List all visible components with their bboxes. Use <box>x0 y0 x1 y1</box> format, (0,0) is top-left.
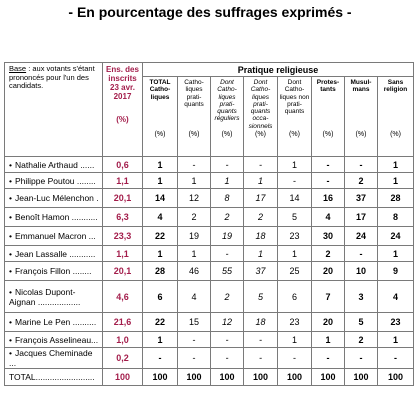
value-cell: 4 <box>378 281 414 313</box>
value-cell: 100 <box>143 369 178 386</box>
total-value: 21,6 <box>103 313 143 332</box>
value-cell: 19 <box>211 227 244 246</box>
page-title: - En pourcentage des suffrages exprimés - <box>68 4 352 20</box>
value-cell: 22 <box>143 313 178 332</box>
table-row <box>5 157 414 173</box>
results-table <box>4 62 414 386</box>
value-cell: - <box>244 157 278 173</box>
table-row <box>5 189 414 208</box>
table-row <box>5 332 414 348</box>
bullet-icon: • <box>9 231 12 241</box>
religion-column-unit: (%) <box>154 131 166 138</box>
value-cell: 18 <box>244 313 278 332</box>
total-value: 20,1 <box>103 189 143 208</box>
total-column-label: Ens. des inscrits 23 avr. 2017 <box>106 65 139 101</box>
value-cell: 1 <box>378 332 414 348</box>
value-cell: 1 <box>211 173 244 189</box>
religion-column-unit: (%) <box>355 131 367 138</box>
value-cell: 100 <box>211 369 244 386</box>
candidate-name <box>5 189 103 208</box>
base-text: : aux votants s'étant prononcés pour l'un des candidats. <box>9 64 95 90</box>
religion-column-unit: (%) <box>390 131 401 138</box>
value-cell: 23 <box>278 227 312 246</box>
table-row <box>5 227 414 246</box>
value-cell: 20 <box>312 262 345 281</box>
total-value: 1,1 <box>103 173 143 189</box>
bullet-icon: • <box>9 159 12 170</box>
table-row <box>5 262 414 281</box>
candidate-name-text: François Fillon ........ <box>14 266 92 276</box>
value-cell: 12 <box>178 189 211 208</box>
religion-column-header <box>143 77 178 157</box>
religion-column-label: Musul-mans <box>350 79 372 94</box>
religion-column-unit: (%) <box>322 131 334 138</box>
total-value: 1,1 <box>103 246 143 262</box>
value-cell: 5 <box>345 313 378 332</box>
value-cell: 5 <box>278 208 312 227</box>
total-column-header <box>103 63 143 157</box>
bullet-icon: • <box>9 266 12 276</box>
value-cell: 46 <box>178 262 211 281</box>
table-row <box>5 348 414 369</box>
value-cell: 37 <box>345 189 378 208</box>
value-cell: 16 <box>312 189 345 208</box>
value-cell: 100 <box>312 369 345 386</box>
value-cell: 5 <box>244 281 278 313</box>
value-cell: 4 <box>178 281 211 313</box>
value-cell: 3 <box>345 281 378 313</box>
value-cell: 23 <box>278 313 312 332</box>
candidate-name <box>5 157 103 173</box>
value-cell: 2 <box>178 208 211 227</box>
religion-column-header <box>378 77 414 157</box>
value-cell: 6 <box>143 281 178 313</box>
religion-column-label: Catho-liques prati-quants <box>184 79 204 108</box>
base-label: Base <box>9 64 27 73</box>
value-cell: - <box>378 348 414 369</box>
value-cell: 17 <box>244 189 278 208</box>
religion-column-unit: (%) <box>255 131 266 138</box>
value-cell: 100 <box>178 369 211 386</box>
value-cell: 2 <box>211 281 244 313</box>
candidate-name <box>5 348 103 369</box>
value-cell: - <box>312 173 345 189</box>
value-cell: 7 <box>312 281 345 313</box>
value-cell: 1 <box>178 173 211 189</box>
value-cell: 1 <box>278 332 312 348</box>
candidate-name <box>5 369 103 386</box>
value-cell: 2 <box>312 246 345 262</box>
value-cell: 55 <box>211 262 244 281</box>
candidate-name <box>5 281 103 313</box>
value-cell: 9 <box>378 262 414 281</box>
religion-column-unit: (%) <box>188 131 200 138</box>
candidate-name <box>5 262 103 281</box>
candidate-name-text: Philippe Poutou ........ <box>14 175 96 186</box>
value-cell: - <box>312 157 345 173</box>
value-cell: 12 <box>211 313 244 332</box>
table-row <box>5 173 414 189</box>
value-cell: 1 <box>278 157 312 173</box>
value-cell: 20 <box>312 313 345 332</box>
total-value: 0,6 <box>103 157 143 173</box>
candidate-name-text: Jean Lassalle ........... <box>14 248 96 259</box>
candidate-name <box>5 332 103 348</box>
religion-column-header <box>345 77 378 157</box>
value-cell: 4 <box>143 208 178 227</box>
total-value: 0,2 <box>103 348 143 369</box>
value-cell: - <box>211 348 244 369</box>
value-cell: 17 <box>345 208 378 227</box>
candidate-name-text: Marine Le Pen .......... <box>14 317 97 327</box>
religion-column-label: Sans religion <box>383 79 408 94</box>
value-cell: 23 <box>378 313 414 332</box>
bullet-icon: • <box>9 348 12 358</box>
value-cell: 1 <box>378 246 414 262</box>
total-value: 100 <box>103 369 143 386</box>
value-cell: - <box>278 348 312 369</box>
value-cell: 100 <box>244 369 278 386</box>
bullet-icon: • <box>9 193 12 203</box>
value-cell: 1 <box>178 246 211 262</box>
value-cell: 1 <box>143 246 178 262</box>
value-cell: 10 <box>345 262 378 281</box>
value-cell: 1 <box>378 173 414 189</box>
value-cell: 1 <box>143 157 178 173</box>
candidate-name-text: Jean-Luc Mélenchon . <box>14 193 99 203</box>
value-cell: 1 <box>312 332 345 348</box>
religion-column-header <box>278 77 312 157</box>
value-cell: 1 <box>278 246 312 262</box>
value-cell: 2 <box>244 208 278 227</box>
candidate-name <box>5 208 103 227</box>
religion-column-header <box>244 77 278 157</box>
table-row <box>5 281 414 313</box>
religion-column-unit: (%) <box>289 131 300 138</box>
value-cell: 100 <box>278 369 312 386</box>
candidate-name <box>5 227 103 246</box>
total-value: 23,3 <box>103 227 143 246</box>
religion-column-header <box>178 77 211 157</box>
value-cell: - <box>312 348 345 369</box>
table-row <box>5 313 414 332</box>
candidate-name-text: Nicolas Dupont-Aignan .................. <box>9 286 81 307</box>
value-cell: - <box>345 157 378 173</box>
value-cell: 1 <box>244 173 278 189</box>
value-cell: - <box>178 332 211 348</box>
value-cell: 28 <box>378 189 414 208</box>
candidate-name-text: TOTAL......................... <box>9 372 95 382</box>
value-cell: 15 <box>178 313 211 332</box>
value-cell: 37 <box>244 262 278 281</box>
value-cell: 8 <box>378 208 414 227</box>
value-cell: 1 <box>143 173 178 189</box>
candidate-name-text: Jacques Cheminade ... <box>9 348 93 368</box>
religion-column-label: Dont Catho-liques prati-quants réguliers <box>214 79 240 123</box>
bullet-icon: • <box>9 212 12 222</box>
value-cell: 24 <box>378 227 414 246</box>
value-cell: 14 <box>143 189 178 208</box>
value-cell: 30 <box>312 227 345 246</box>
candidate-name-text: François Asselineau... <box>14 334 99 345</box>
value-cell: 100 <box>378 369 414 386</box>
bullet-icon: • <box>9 334 12 345</box>
value-cell: - <box>244 348 278 369</box>
candidate-name <box>5 313 103 332</box>
religion-column-header <box>312 77 345 157</box>
religion-column-label: Protes-tants <box>316 79 340 94</box>
bullet-icon: • <box>9 175 12 186</box>
value-cell: 28 <box>143 262 178 281</box>
value-cell: - <box>211 332 244 348</box>
table-row <box>5 246 414 262</box>
value-cell: 1 <box>378 157 414 173</box>
value-cell: - <box>345 348 378 369</box>
value-cell: 19 <box>178 227 211 246</box>
value-cell: 4 <box>312 208 345 227</box>
candidate-name <box>5 246 103 262</box>
value-cell: 14 <box>278 189 312 208</box>
value-cell: 24 <box>345 227 378 246</box>
value-cell: 1 <box>143 332 178 348</box>
candidate-name-text: Nathalie Arthaud ...... <box>14 159 95 170</box>
bullet-icon: • <box>9 248 12 259</box>
value-cell: 2 <box>345 332 378 348</box>
religion-column-unit: (%) <box>221 131 233 138</box>
table-row <box>5 208 414 227</box>
total-value: 1,0 <box>103 332 143 348</box>
total-value: 6,3 <box>103 208 143 227</box>
value-cell: 22 <box>143 227 178 246</box>
value-cell: - <box>278 173 312 189</box>
total-column-unit: (%) <box>116 115 129 124</box>
value-cell: - <box>211 157 244 173</box>
value-cell: - <box>211 246 244 262</box>
religion-column-label: TOTAL Catho-liques <box>149 79 171 101</box>
value-cell: 6 <box>278 281 312 313</box>
value-cell: - <box>178 157 211 173</box>
candidate-name <box>5 173 103 189</box>
value-cell: 2 <box>211 208 244 227</box>
candidate-name-text: Benoît Hamon ........... <box>14 212 98 222</box>
value-cell: 100 <box>345 369 378 386</box>
value-cell: - <box>345 246 378 262</box>
total-value: 4,6 <box>103 281 143 313</box>
value-cell: 18 <box>244 227 278 246</box>
value-cell: 25 <box>278 262 312 281</box>
header-row-1 <box>5 63 414 77</box>
value-cell: 2 <box>345 173 378 189</box>
value-cell: - <box>143 348 178 369</box>
total-row <box>5 369 414 386</box>
religion-header: Pratique religieuse <box>143 63 414 77</box>
bullet-icon: • <box>9 317 12 327</box>
religion-column-label: Dont Catho-liques prati-quants occa-sionnels <box>248 79 273 130</box>
value-cell: 8 <box>211 189 244 208</box>
religion-column-header <box>211 77 244 157</box>
bullet-icon: • <box>9 286 12 297</box>
value-cell: - <box>178 348 211 369</box>
total-value: 20,1 <box>103 262 143 281</box>
value-cell: 1 <box>244 246 278 262</box>
value-cell: - <box>244 332 278 348</box>
base-note <box>5 63 103 157</box>
candidate-name-text: Emmanuel Macron ... <box>14 231 96 241</box>
religion-column-label: Dont Catho-liques non prati-quants <box>279 79 310 116</box>
